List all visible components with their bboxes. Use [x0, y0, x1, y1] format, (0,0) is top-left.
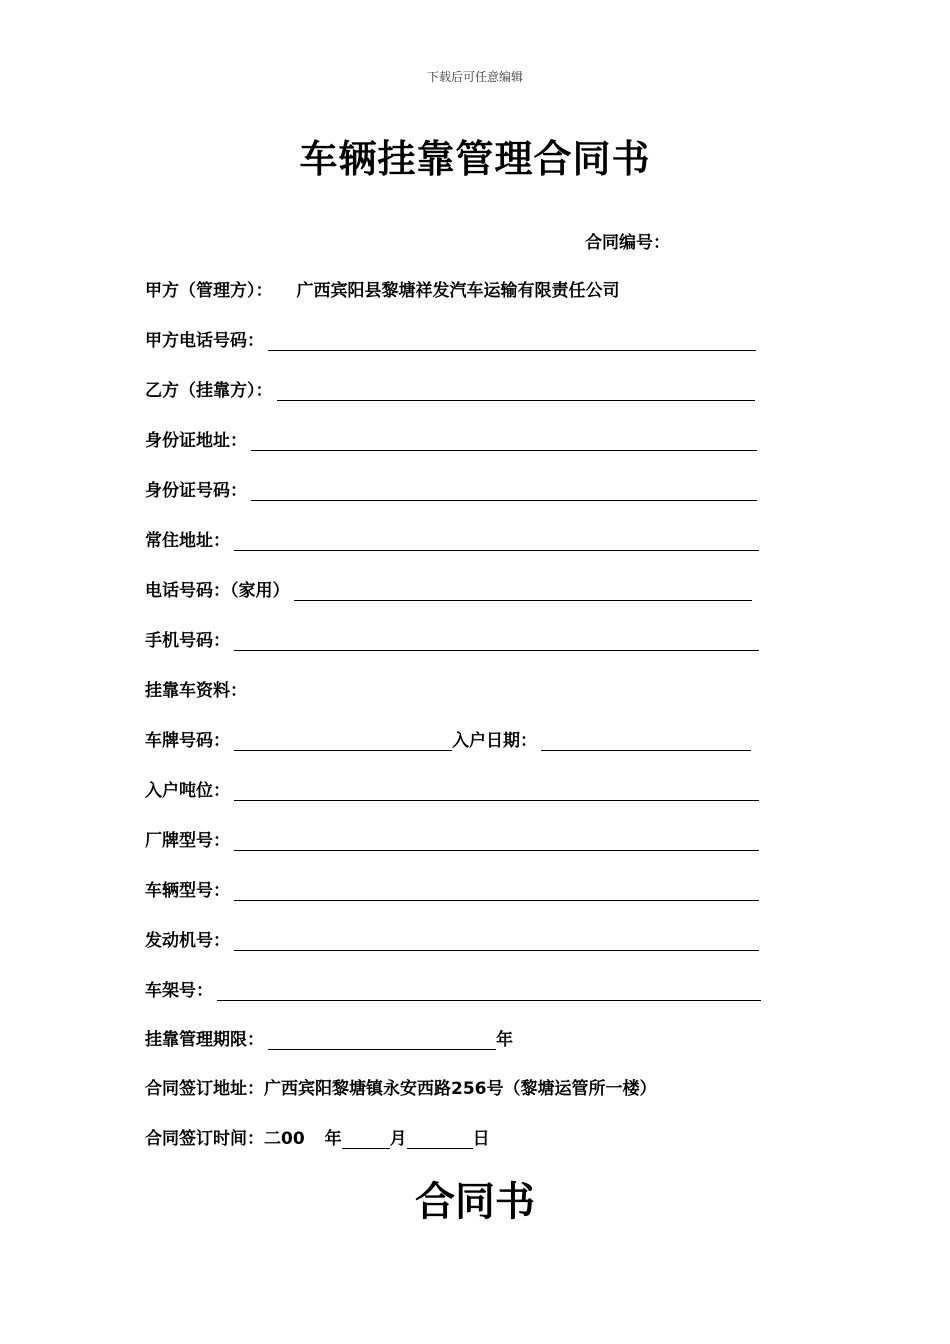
frame-number-label: 车架号： — [145, 981, 213, 1001]
plate-number-label: 车牌号码： — [145, 731, 230, 751]
engine-number-label: 发动机号： — [145, 931, 230, 951]
sign-time-row — [145, 1123, 490, 1149]
vehicle-info-label: 挂靠车资料： — [145, 681, 247, 701]
id-address-label: 身份证地址： — [145, 431, 247, 451]
engine-number-blank[interactable] — [234, 930, 759, 951]
contract-number-label: 合同编号： — [585, 233, 670, 253]
id-number-row — [145, 475, 757, 501]
party-b-label: 乙方（挂靠方）： — [145, 381, 273, 401]
party-a-phone-label: 甲方电话号码： — [145, 331, 264, 351]
party-b-blank[interactable] — [277, 380, 755, 401]
home-phone-blank[interactable] — [294, 580, 752, 601]
term-row — [145, 1024, 513, 1050]
engine-number-row — [145, 925, 759, 951]
party-a-label: 甲方（管理方）： — [145, 281, 273, 301]
header-note: 下载后可任意编辑 — [426, 70, 523, 84]
party-b-row — [145, 375, 755, 401]
party-a-value: 广西宾阳县黎塘祥发汽车运输有限责任公司 — [296, 281, 620, 301]
mobile-blank[interactable] — [234, 630, 759, 651]
year-label: 年 — [324, 1129, 342, 1149]
id-address-row — [145, 425, 757, 451]
party-a-phone-blank[interactable] — [268, 330, 756, 351]
frame-number-blank[interactable] — [217, 980, 761, 1001]
document-title: 车辆挂靠管理合同书 — [299, 136, 651, 181]
residence-blank[interactable] — [234, 530, 759, 551]
home-phone-row — [145, 575, 752, 601]
home-phone-label: 电话号码：（家用） — [145, 581, 290, 601]
vehicle-model-row — [145, 875, 759, 901]
mobile-label: 手机号码： — [145, 631, 230, 651]
mobile-row — [145, 625, 759, 651]
residence-label: 常住地址： — [145, 531, 230, 551]
residence-row — [145, 525, 759, 551]
tonnage-row — [145, 775, 759, 801]
id-address-blank[interactable] — [251, 430, 757, 451]
vehicle-model-label: 车辆型号： — [145, 881, 230, 901]
term-blank[interactable] — [268, 1029, 496, 1050]
vehicle-model-blank[interactable] — [234, 880, 759, 901]
sign-place-label: 合同签订地址： — [145, 1079, 264, 1099]
brand-model-blank[interactable] — [234, 830, 759, 851]
vehicle-info-row — [145, 675, 247, 701]
brand-model-label: 厂牌型号： — [145, 831, 230, 851]
plate-entry-row — [145, 725, 751, 751]
tonnage-label: 入户吨位： — [145, 781, 230, 801]
month-blank[interactable] — [342, 1128, 390, 1149]
footer-title: 合同书 — [415, 1178, 535, 1225]
plate-number-blank[interactable] — [234, 730, 452, 751]
sign-place-row — [145, 1073, 657, 1099]
month-label: 月 — [389, 1129, 407, 1149]
day-label: 日 — [472, 1129, 490, 1149]
party-a-phone-row — [145, 325, 756, 351]
entry-date-blank[interactable] — [541, 730, 751, 751]
id-number-label: 身份证号码： — [145, 481, 247, 501]
frame-number-row — [145, 975, 761, 1001]
party-a-row — [145, 275, 620, 301]
day-blank[interactable] — [407, 1128, 473, 1149]
term-unit: 年 — [496, 1030, 513, 1050]
term-label: 挂靠管理期限： — [145, 1030, 264, 1050]
tonnage-blank[interactable] — [234, 780, 759, 801]
sign-time-label: 合同签订时间：二00 — [145, 1129, 305, 1149]
entry-date-label: 入户日期： — [452, 731, 537, 751]
sign-place-value: 广西宾阳黎塘镇永安西路256号（黎塘运管所一楼） — [264, 1079, 657, 1099]
id-number-blank[interactable] — [251, 480, 757, 501]
brand-model-row — [145, 825, 759, 851]
